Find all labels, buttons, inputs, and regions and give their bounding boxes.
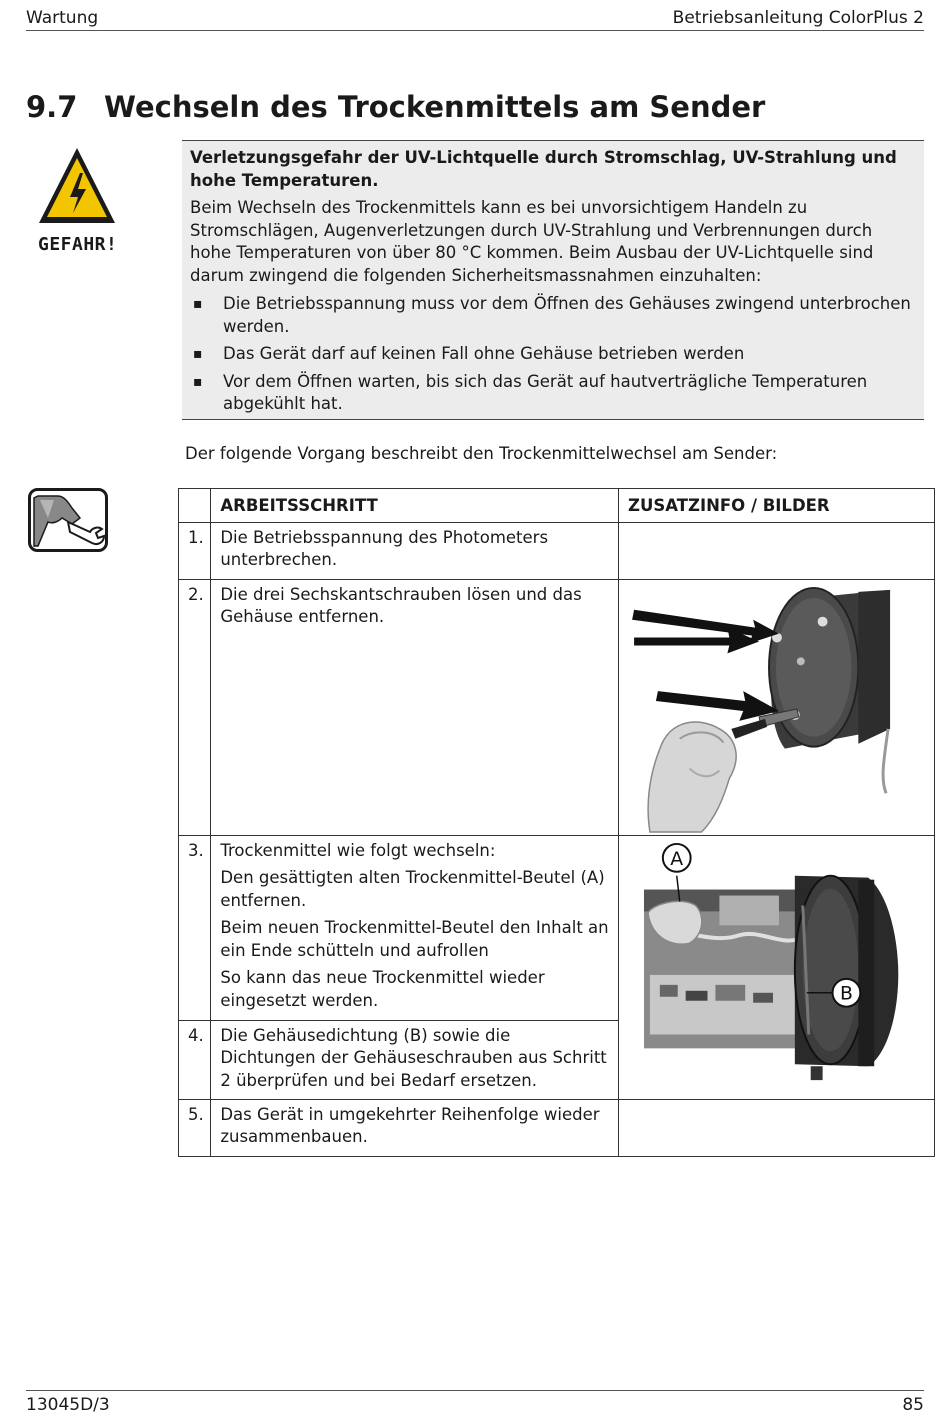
substep-text: Den gesättigten alten Trockenmittel-Beutel (A) entfernen. <box>220 868 605 910</box>
page-header <box>26 8 924 31</box>
header-cell-info: ZUSATZINFO / BILDER <box>619 489 935 523</box>
substep-text: Beim neuen Trockenmittel-Beutel den Inhalt an ein Ende schütteln und aufrollen <box>220 918 609 960</box>
step-text: Die Betriebsspannung des Photometers unterbrechen. <box>211 522 619 579</box>
step-number: 4. <box>179 1020 211 1099</box>
header-cell-step: ARBEITSSCHRITT <box>211 489 619 523</box>
transmitter-interior-photo <box>619 836 927 1096</box>
section-number: 9.7 <box>26 90 78 124</box>
high-voltage-warning-icon <box>36 145 118 227</box>
table-row <box>179 522 935 579</box>
procedure-intro: Der folgende Vorgang beschreibt den Trockenmittelwechsel am Sender: <box>185 444 778 463</box>
danger-body: Beim Wechseln des Trockenmittels kann es bei unvorsichtigem Handeln zu Stromschlägen, Augenverletzungen durch UV-Strahlung und Verbrennungen durch hohe Temperaturen von über 80 °C kommen. Beim Ausbau der UV-Lichtquelle sind darum zwingend die folgenden Sicherheitsmassnahmen einzuhalten: <box>190 198 874 285</box>
document-number: 13045D/3 <box>26 1395 110 1415</box>
step-text-cell <box>211 835 619 1020</box>
maintenance-wrench-icon <box>28 488 108 552</box>
danger-label: GEFAHR! <box>38 234 118 255</box>
step-text: Das Gerät in umgekehrter Reihenfolge wieder zusammenbauen. <box>211 1099 619 1156</box>
housing-screws-photo <box>619 580 927 834</box>
info-cell <box>619 835 935 1099</box>
table-row <box>179 1099 935 1156</box>
step-number: 1. <box>179 522 211 579</box>
header-cell-empty <box>179 489 211 523</box>
list-item: ▪ Vor dem Öffnen warten, bis sich das Gerät auf hautverträgliche Temperaturen abgekühlt hat. <box>190 371 914 416</box>
header-document-title: Betriebsanleitung ColorPlus 2 <box>672 8 924 28</box>
list-item: ▪ Das Gerät darf auf keinen Fall ohne Gehäuse betrieben werden <box>190 343 914 366</box>
info-cell <box>619 579 935 835</box>
callout-label-a: A <box>670 848 684 870</box>
danger-heading: Verletzungsgefahr der UV-Lichtquelle durch Stromschlag, UV-Strahlung und hohe Temperaturen. <box>190 148 897 190</box>
info-cell <box>619 1099 935 1156</box>
step-number: 5. <box>179 1099 211 1156</box>
callout-label-b: B <box>839 983 853 1005</box>
table-row <box>179 835 935 1020</box>
step-text: Die drei Sechskantschrauben lösen und das Gehäuse entfernen. <box>211 579 619 835</box>
danger-notice <box>182 140 924 420</box>
page-number: 85 <box>902 1395 924 1415</box>
section-title-text: Wechseln des Trockenmittels am Sender <box>104 90 766 124</box>
info-cell <box>619 522 935 579</box>
substep-text: So kann das neue Trockenmittel wieder eingesetzt werden. <box>220 968 545 1010</box>
section-title <box>26 90 765 124</box>
step-text: Die Gehäusedichtung (B) sowie die Dichtungen der Gehäuseschrauben aus Schritt 2 überprüfen und bei Bedarf ersetzen. <box>211 1020 619 1099</box>
procedure-table <box>178 488 935 1157</box>
list-item: ▪ Die Betriebsspannung muss vor dem Öffnen des Gehäuses zwingend unterbrochen werden. <box>190 293 914 338</box>
step-text: Trockenmittel wie folgt wechseln: <box>220 840 496 860</box>
step-number: 2. <box>179 579 211 835</box>
table-row <box>179 579 935 835</box>
step-number: 3. <box>179 835 211 1020</box>
page-footer <box>26 1390 924 1413</box>
safety-measures-list <box>190 293 914 416</box>
header-chapter: Wartung <box>26 8 99 28</box>
table-header-row <box>179 489 935 523</box>
